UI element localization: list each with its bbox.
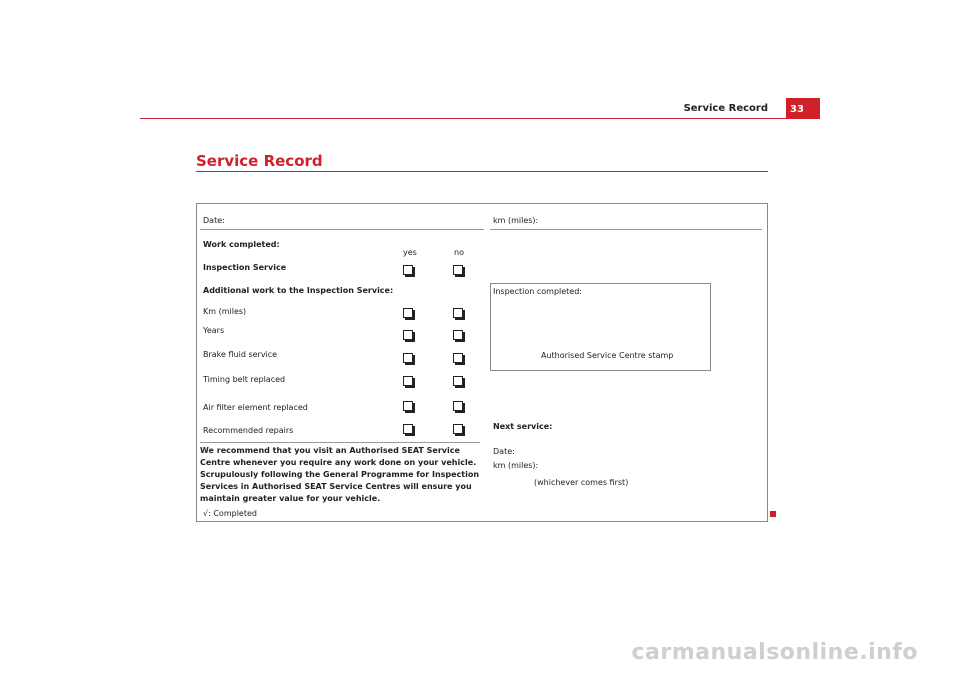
whichever-first-label: (whichever comes first) bbox=[534, 478, 629, 487]
checkbox-no-km-miles[interactable] bbox=[453, 308, 463, 318]
km-label: km (miles): bbox=[493, 216, 539, 225]
inspection-completed-label: Inspection completed: bbox=[493, 287, 583, 296]
column-no-label: no bbox=[454, 248, 464, 257]
checkbox-yes-brake-fluid[interactable] bbox=[403, 353, 413, 363]
next-service-km-label: km (miles): bbox=[493, 461, 539, 470]
watermark-text: carmanualsonline.info bbox=[631, 640, 918, 665]
checkbox-yes-km-miles[interactable] bbox=[403, 308, 413, 318]
item-additional-work: Additional work to the Inspection Service: bbox=[203, 286, 394, 295]
item-air-filter: Air filter element replaced bbox=[203, 403, 308, 412]
running-header-title: Service Record bbox=[683, 103, 768, 114]
date-line bbox=[200, 229, 484, 230]
page-number-badge: 33 bbox=[786, 98, 820, 118]
recommendation-note: We recommend that you visit an Authorised SEAT Service Centre whenever you require any work done on your vehicle. Scrupulously following the General Programme for Inspection Services in Authorised SEAT Service Centres will ensure you maintain greater value for your vehicle. bbox=[200, 442, 480, 505]
checkbox-no-recommended-repairs[interactable] bbox=[453, 424, 463, 434]
work-completed-label: Work completed: bbox=[203, 240, 280, 249]
item-inspection-service: Inspection Service bbox=[203, 263, 287, 272]
checkbox-no-inspection-service[interactable] bbox=[453, 265, 463, 275]
checkbox-yes-air-filter[interactable] bbox=[403, 401, 413, 411]
next-service-label: Next service: bbox=[493, 422, 553, 431]
checkbox-no-brake-fluid[interactable] bbox=[453, 353, 463, 363]
stamp-label: Authorised Service Centre stamp bbox=[541, 351, 674, 360]
item-recommended-repairs: Recommended repairs bbox=[203, 426, 294, 435]
checkbox-no-timing-belt[interactable] bbox=[453, 376, 463, 386]
item-years: Years bbox=[203, 326, 225, 335]
completed-legend: √: Completed bbox=[203, 509, 257, 518]
checkbox-yes-recommended-repairs[interactable] bbox=[403, 424, 413, 434]
checkbox-yes-timing-belt[interactable] bbox=[403, 376, 413, 386]
km-line bbox=[490, 229, 762, 230]
end-of-section-marker bbox=[770, 511, 776, 517]
item-timing-belt: Timing belt replaced bbox=[203, 375, 286, 384]
checkbox-no-air-filter[interactable] bbox=[453, 401, 463, 411]
section-title: Service Record bbox=[196, 152, 323, 170]
next-service-date-label: Date: bbox=[493, 447, 515, 456]
checkbox-yes-years[interactable] bbox=[403, 330, 413, 340]
item-brake-fluid: Brake fluid service bbox=[203, 350, 278, 359]
checkbox-yes-inspection-service[interactable] bbox=[403, 265, 413, 275]
column-yes-label: yes bbox=[403, 248, 417, 257]
date-label: Date: bbox=[203, 216, 225, 225]
header-divider bbox=[140, 118, 820, 119]
item-km-miles: Km (miles) bbox=[203, 307, 247, 316]
section-divider bbox=[196, 171, 768, 172]
checkbox-no-years[interactable] bbox=[453, 330, 463, 340]
